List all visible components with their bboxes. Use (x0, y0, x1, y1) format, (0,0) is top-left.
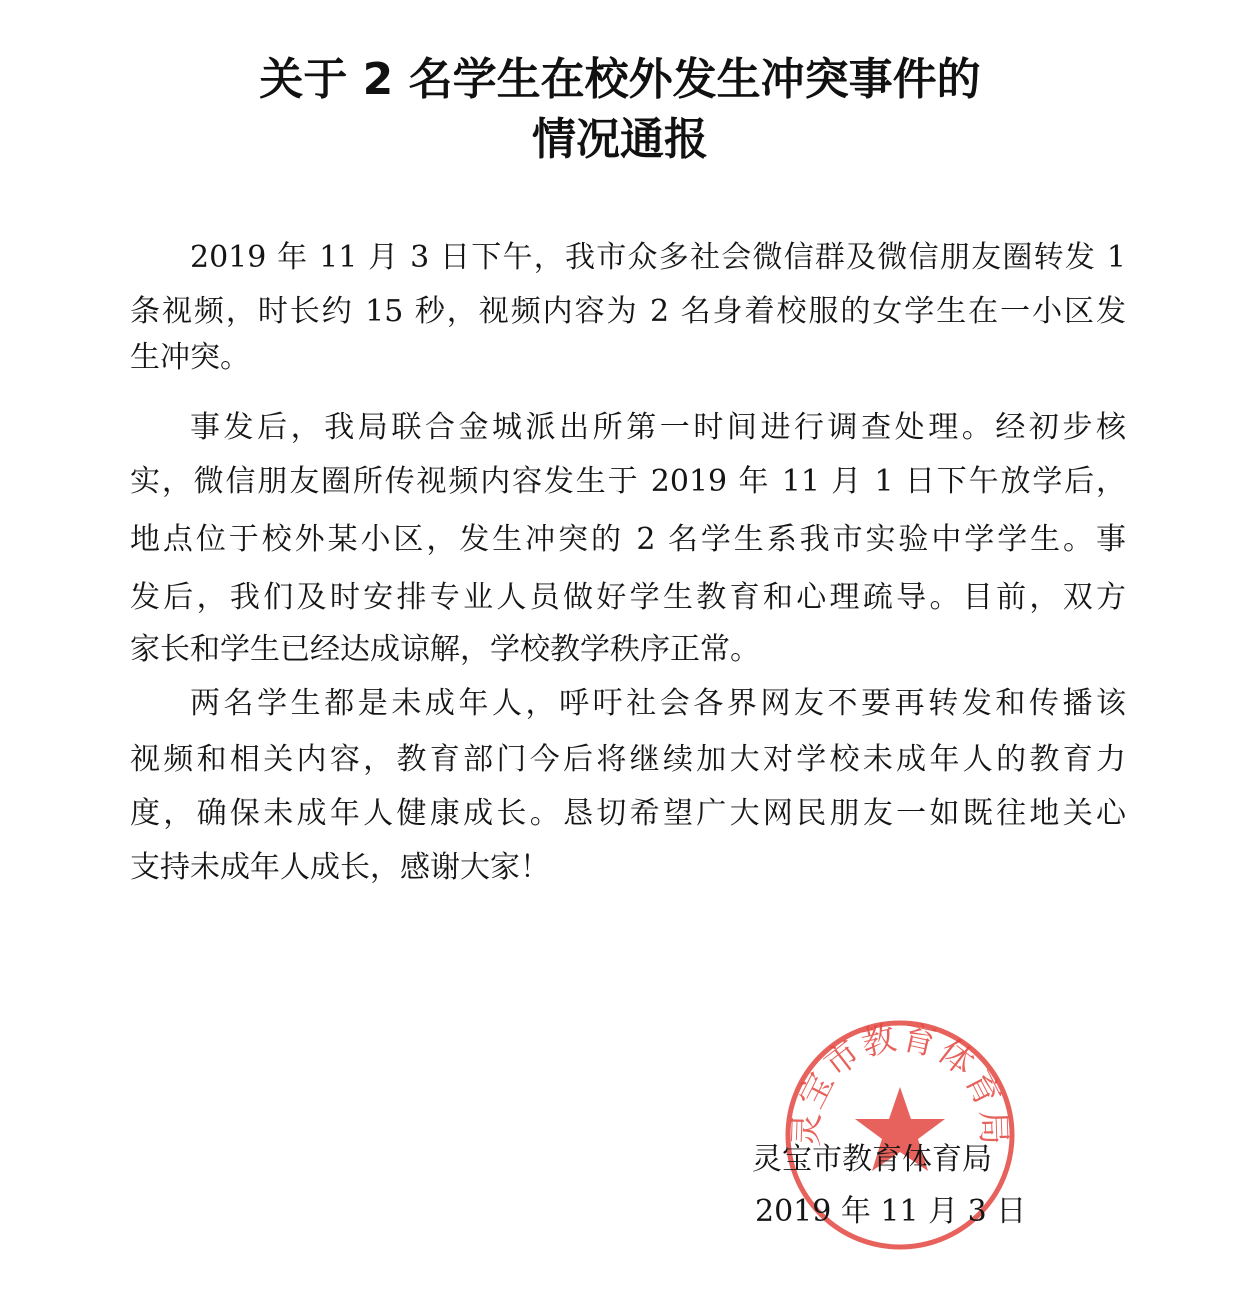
body-line: 支持未成年人成长，感谢大家！ (130, 850, 550, 885)
body-line: 条视频，时长约 15 秒，视频内容为 2 名身着校服的女学生在一小区发 (130, 294, 1126, 329)
body-line: 家长和学生已经达成谅解，学校教学秩序正常。 (130, 632, 760, 667)
body-line: 视频和相关内容，教育部门今后将继续加大对学校未成年人的教育力 (130, 742, 1126, 777)
notice-title-line-2: 情况通报 (532, 114, 708, 165)
notice-title-line-1: 关于 2 名学生在校外发生冲突事件的 (259, 54, 981, 105)
body-line: 地点位于校外某小区，发生冲突的 2 名学生系我市实验中学学生。事 (130, 522, 1126, 557)
body-line: 事发后，我局联合金城派出所第一时间进行调查处理。经初步核 (190, 410, 1126, 445)
body-line: 实，微信朋友圈所传视频内容发生于 2019 年 11 月 1 日下午放学后， (130, 464, 1126, 499)
body-line: 生冲突。 (130, 340, 250, 375)
signature-date: 2019 年 11 月 3 日 (755, 1194, 1027, 1229)
body-line: 度，确保未成年人健康成长。恳切希望广大网民朋友一如既往地关心 (130, 796, 1126, 831)
seal-text: 灵宝市教育体育局 (786, 1017, 1014, 1148)
body-line: 发后，我们及时安排专业人员做好学生教育和心理疏导。目前，双方 (130, 580, 1126, 615)
signature-org: 灵宝市教育体育局 (752, 1142, 992, 1177)
body-line: 2019 年 11 月 3 日下午，我市众多社会微信群及微信朋友圈转发 1 (190, 240, 1126, 275)
body-line: 两名学生都是未成年人，呼吁社会各界网友不要再转发和传播该 (190, 686, 1126, 721)
